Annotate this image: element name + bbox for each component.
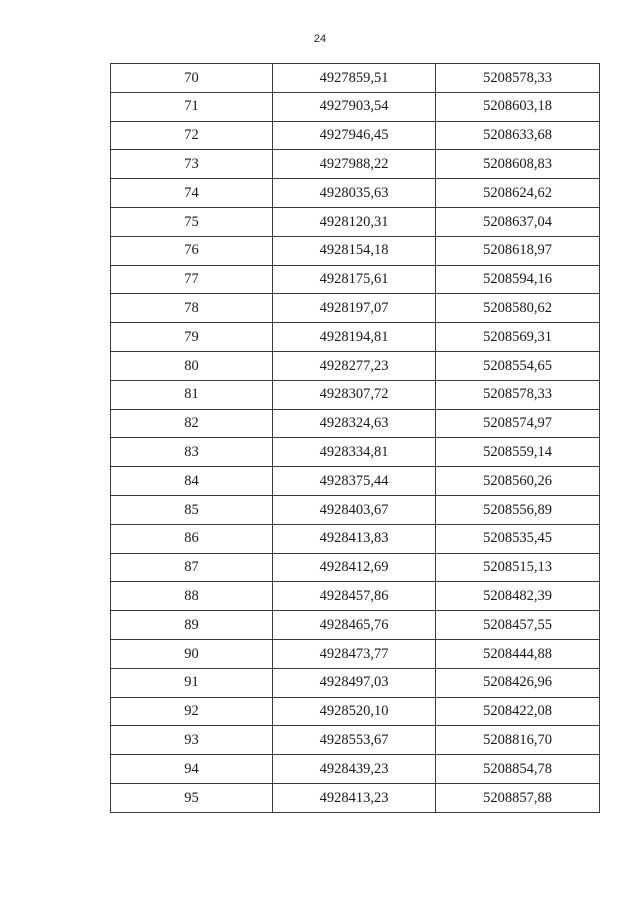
- table-row: [111, 726, 600, 755]
- x-coordinate-cell: 4928465,76: [273, 611, 436, 640]
- x-coordinate-cell: 4928439,23: [273, 755, 436, 784]
- point-number-cell: 80: [111, 351, 273, 380]
- point-number-cell: 75: [111, 207, 273, 236]
- y-coordinate-cell: 5208482,39: [436, 582, 600, 611]
- x-coordinate-cell: 4928413,23: [273, 783, 436, 812]
- y-coordinate-cell: 5208515,13: [436, 553, 600, 582]
- point-number-cell: 77: [111, 265, 273, 294]
- y-coordinate-cell: 5208569,31: [436, 323, 600, 352]
- table-row: [111, 92, 600, 121]
- y-coordinate-cell: 5208457,55: [436, 611, 600, 640]
- x-coordinate-cell: 4928413,83: [273, 524, 436, 553]
- point-number-cell: 93: [111, 726, 273, 755]
- point-number-cell: 70: [111, 64, 273, 93]
- table-row: [111, 64, 600, 93]
- y-coordinate-cell: 5208535,45: [436, 524, 600, 553]
- point-number-cell: 72: [111, 121, 273, 150]
- table-row: [111, 323, 600, 352]
- y-coordinate-cell: 5208556,89: [436, 495, 600, 524]
- table-row: [111, 582, 600, 611]
- point-number-cell: 94: [111, 755, 273, 784]
- point-number-cell: 92: [111, 697, 273, 726]
- table-row: [111, 611, 600, 640]
- table-row: [111, 409, 600, 438]
- table-row: [111, 697, 600, 726]
- point-number-cell: 95: [111, 783, 273, 812]
- y-coordinate-cell: 5208580,62: [436, 294, 600, 323]
- x-coordinate-cell: 4928473,77: [273, 639, 436, 668]
- table-row: [111, 207, 600, 236]
- point-number-cell: 82: [111, 409, 273, 438]
- y-coordinate-cell: 5208603,18: [436, 92, 600, 121]
- y-coordinate-cell: 5208578,33: [436, 64, 600, 93]
- x-coordinate-cell: 4928154,18: [273, 236, 436, 265]
- x-coordinate-cell: 4928497,03: [273, 668, 436, 697]
- x-coordinate-cell: 4928553,67: [273, 726, 436, 755]
- table-row: [111, 265, 600, 294]
- x-coordinate-cell: 4927859,51: [273, 64, 436, 93]
- x-coordinate-cell: 4928375,44: [273, 467, 436, 496]
- point-number-cell: 86: [111, 524, 273, 553]
- y-coordinate-cell: 5208608,83: [436, 150, 600, 179]
- table-row: [111, 639, 600, 668]
- x-coordinate-cell: 4928120,31: [273, 207, 436, 236]
- table-row: [111, 351, 600, 380]
- page-number: 24: [313, 33, 327, 45]
- table-row: [111, 438, 600, 467]
- point-number-cell: 73: [111, 150, 273, 179]
- x-coordinate-cell: 4928175,61: [273, 265, 436, 294]
- point-number-cell: 71: [111, 92, 273, 121]
- table-row: [111, 524, 600, 553]
- y-coordinate-cell: 5208444,88: [436, 639, 600, 668]
- point-number-cell: 81: [111, 380, 273, 409]
- point-number-cell: 88: [111, 582, 273, 611]
- y-coordinate-cell: 5208594,16: [436, 265, 600, 294]
- coordinates-table-body: [111, 64, 600, 813]
- y-coordinate-cell: 5208637,04: [436, 207, 600, 236]
- point-number-cell: 90: [111, 639, 273, 668]
- point-number-cell: 78: [111, 294, 273, 323]
- y-coordinate-cell: 5208857,88: [436, 783, 600, 812]
- y-coordinate-cell: 5208560,26: [436, 467, 600, 496]
- point-number-cell: 79: [111, 323, 273, 352]
- table-row: [111, 294, 600, 323]
- x-coordinate-cell: 4927903,54: [273, 92, 436, 121]
- x-coordinate-cell: 4928412,69: [273, 553, 436, 582]
- x-coordinate-cell: 4928307,72: [273, 380, 436, 409]
- x-coordinate-cell: 4928457,86: [273, 582, 436, 611]
- x-coordinate-cell: 4928403,67: [273, 495, 436, 524]
- x-coordinate-cell: 4928334,81: [273, 438, 436, 467]
- x-coordinate-cell: 4928197,07: [273, 294, 436, 323]
- table-row: [111, 150, 600, 179]
- y-coordinate-cell: 5208633,68: [436, 121, 600, 150]
- x-coordinate-cell: 4928324,63: [273, 409, 436, 438]
- y-coordinate-cell: 5208574,97: [436, 409, 600, 438]
- table-row: [111, 380, 600, 409]
- y-coordinate-cell: 5208422,08: [436, 697, 600, 726]
- table-row: [111, 553, 600, 582]
- point-number-cell: 87: [111, 553, 273, 582]
- point-number-cell: 76: [111, 236, 273, 265]
- point-number-cell: 91: [111, 668, 273, 697]
- table-row: [111, 467, 600, 496]
- x-coordinate-cell: 4927946,45: [273, 121, 436, 150]
- table-row: [111, 783, 600, 812]
- y-coordinate-cell: 5208816,70: [436, 726, 600, 755]
- table-row: [111, 668, 600, 697]
- point-number-cell: 89: [111, 611, 273, 640]
- point-number-cell: 85: [111, 495, 273, 524]
- x-coordinate-cell: 4927988,22: [273, 150, 436, 179]
- x-coordinate-cell: 4928520,10: [273, 697, 436, 726]
- point-number-cell: 84: [111, 467, 273, 496]
- table-row: [111, 755, 600, 784]
- table-row: [111, 179, 600, 208]
- x-coordinate-cell: 4928035,63: [273, 179, 436, 208]
- y-coordinate-cell: 5208578,33: [436, 380, 600, 409]
- y-coordinate-cell: 5208426,96: [436, 668, 600, 697]
- y-coordinate-cell: 5208624,62: [436, 179, 600, 208]
- y-coordinate-cell: 5208554,65: [436, 351, 600, 380]
- y-coordinate-cell: 5208618,97: [436, 236, 600, 265]
- point-number-cell: 83: [111, 438, 273, 467]
- y-coordinate-cell: 5208559,14: [436, 438, 600, 467]
- x-coordinate-cell: 4928194,81: [273, 323, 436, 352]
- x-coordinate-cell: 4928277,23: [273, 351, 436, 380]
- table-row: [111, 121, 600, 150]
- point-number-cell: 74: [111, 179, 273, 208]
- coordinates-table: [110, 63, 600, 813]
- table-row: [111, 236, 600, 265]
- table-row: [111, 495, 600, 524]
- y-coordinate-cell: 5208854,78: [436, 755, 600, 784]
